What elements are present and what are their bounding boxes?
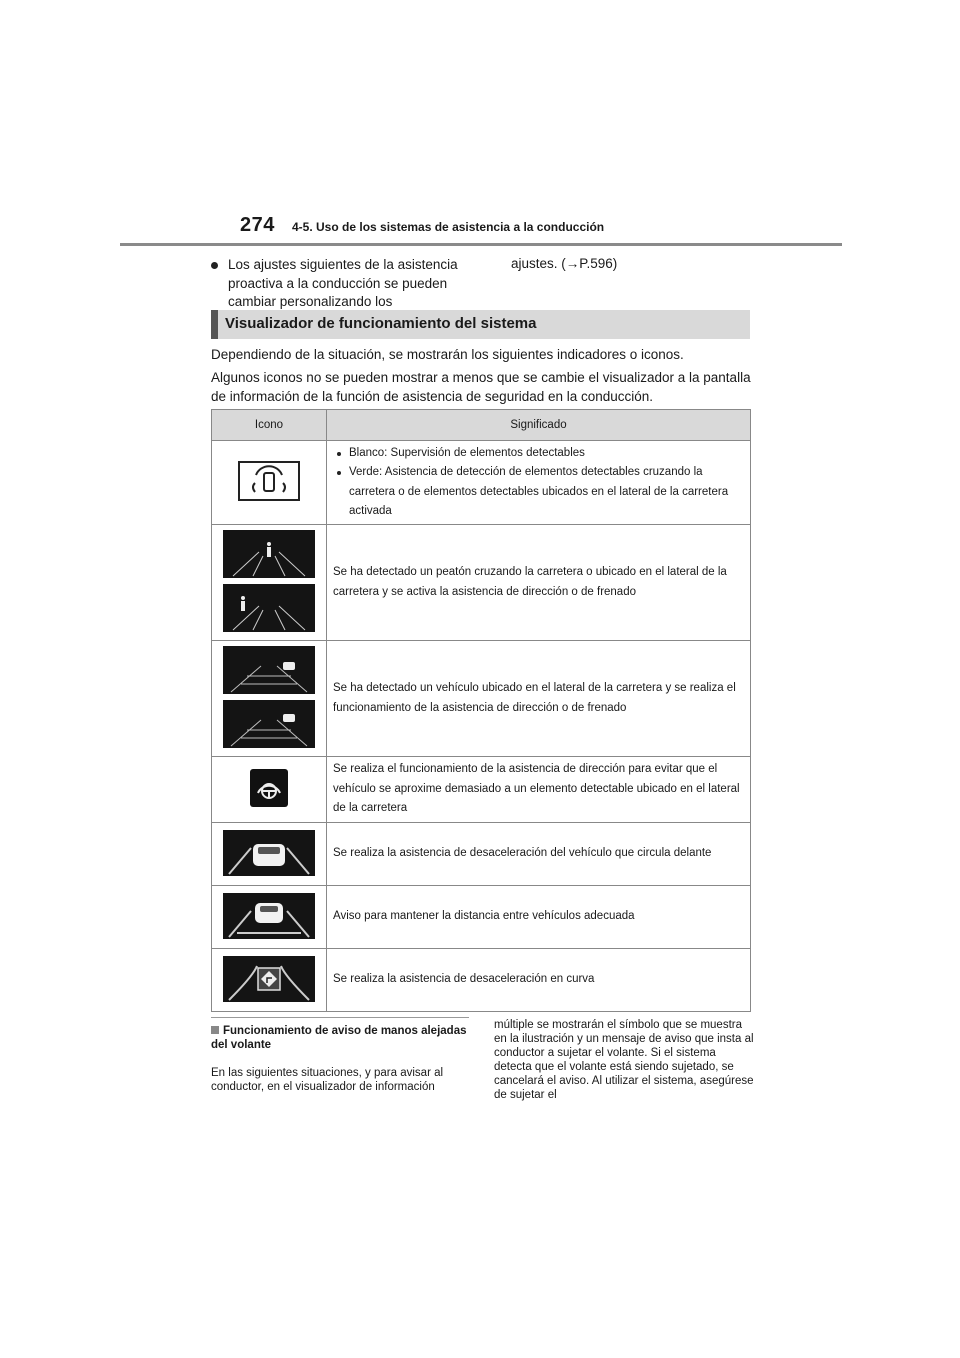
subsection-right-text: múltiple se mostrarán el símbolo que se muestra en la ilustración y un mensaje de aviso que insta al conductor a sujetar el volante. Si el sistema detecta que el volante está siendo sujetado, se cancelará el aviso. Al utilizar el sistema, asegúrese de sujetar el bbox=[494, 1019, 754, 1101]
section-title: 4-5. Uso de los sistemas de asistencia a la conducción bbox=[292, 220, 605, 234]
row-meaning: Se realiza la asistencia de desaceleración en curva bbox=[327, 949, 751, 1012]
distance-warning-icon bbox=[212, 886, 327, 949]
table-row bbox=[212, 823, 751, 886]
row-meaning: Se realiza la asistencia de desaceleración del vehículo que circula delante bbox=[327, 823, 751, 886]
subsection-title bbox=[211, 1024, 469, 1052]
curve-decel-icon bbox=[212, 949, 327, 1012]
table-row bbox=[212, 441, 751, 525]
bullet-dot bbox=[211, 262, 218, 269]
table-row bbox=[212, 641, 751, 757]
subsection-title-text: Funcionamiento de aviso de manos alejadas del volante bbox=[211, 1025, 467, 1051]
col-header-meaning: Significado bbox=[327, 410, 751, 441]
paragraph-1: Dependiendo de la situación, se mostrarán los siguientes indicadores o iconos. bbox=[211, 347, 684, 362]
banner-accent-bar bbox=[211, 310, 218, 339]
row-meaning: Se realiza el funcionamiento de la asistencia de dirección para evitar que el vehículo se aproxime demasiado a un elemento detectable ubicado en el lateral de la carretera bbox=[327, 757, 751, 823]
intro-continuation: ajustes. (→P.596) bbox=[511, 256, 618, 271]
table-row bbox=[212, 949, 751, 1012]
col-header-icon: Icono bbox=[212, 410, 327, 441]
row-meaning: Aviso para mantener la distancia entre vehículos adecuada bbox=[327, 886, 751, 949]
steering-assist-icon bbox=[212, 757, 327, 823]
subsection-left-text: En las siguientes situaciones, y para avisar al conductor, en el visualizador de información bbox=[211, 1067, 444, 1093]
row-meaning: Se ha detectado un peatón cruzando la carretera o ubicado en el lateral de la carretera y se activa la asistencia de dirección o de frenado bbox=[327, 525, 751, 641]
banner-title: Visualizador de funcionamiento del sistema bbox=[225, 315, 537, 332]
row-meaning bbox=[327, 441, 751, 525]
table-row bbox=[212, 525, 751, 641]
proactive-assist-icon bbox=[212, 441, 327, 525]
table-header-row bbox=[212, 410, 751, 441]
intro-bullet bbox=[211, 256, 469, 312]
icon-table bbox=[211, 409, 751, 1012]
page-number: 274 bbox=[240, 214, 275, 236]
paragraph-2: Algunos iconos no se pueden mostrar a menos que se cambie el visualizador a la pantalla de información de la función de asistencia de seguridad en la conducción. bbox=[211, 370, 751, 404]
list-item: Blanco: Supervisión de elementos detectables bbox=[333, 444, 744, 464]
vehicle-decel-icon bbox=[212, 823, 327, 886]
header-rule bbox=[120, 243, 842, 246]
list-item: Verde: Asistencia de detección de elementos detectables cruzando la carretera o de elementos detectables ubicados en el lateral de la carretera activada bbox=[333, 463, 744, 522]
intro-bullet-text: Los ajustes siguientes de la asistencia proactiva a la conducción se pueden cambiar personalizando los bbox=[228, 257, 458, 309]
table-row bbox=[212, 757, 751, 823]
subsection-rule bbox=[211, 1017, 469, 1018]
table-row bbox=[212, 886, 751, 949]
section-banner bbox=[211, 310, 750, 339]
pedestrian-detected-icon bbox=[212, 525, 327, 641]
vehicle-detected-icon bbox=[212, 641, 327, 757]
row-meaning: Se ha detectado un vehículo ubicado en el lateral de la carretera y se realiza el funcionamiento de la asistencia de dirección o de frenado bbox=[327, 641, 751, 757]
square-bullet-icon bbox=[211, 1026, 219, 1034]
